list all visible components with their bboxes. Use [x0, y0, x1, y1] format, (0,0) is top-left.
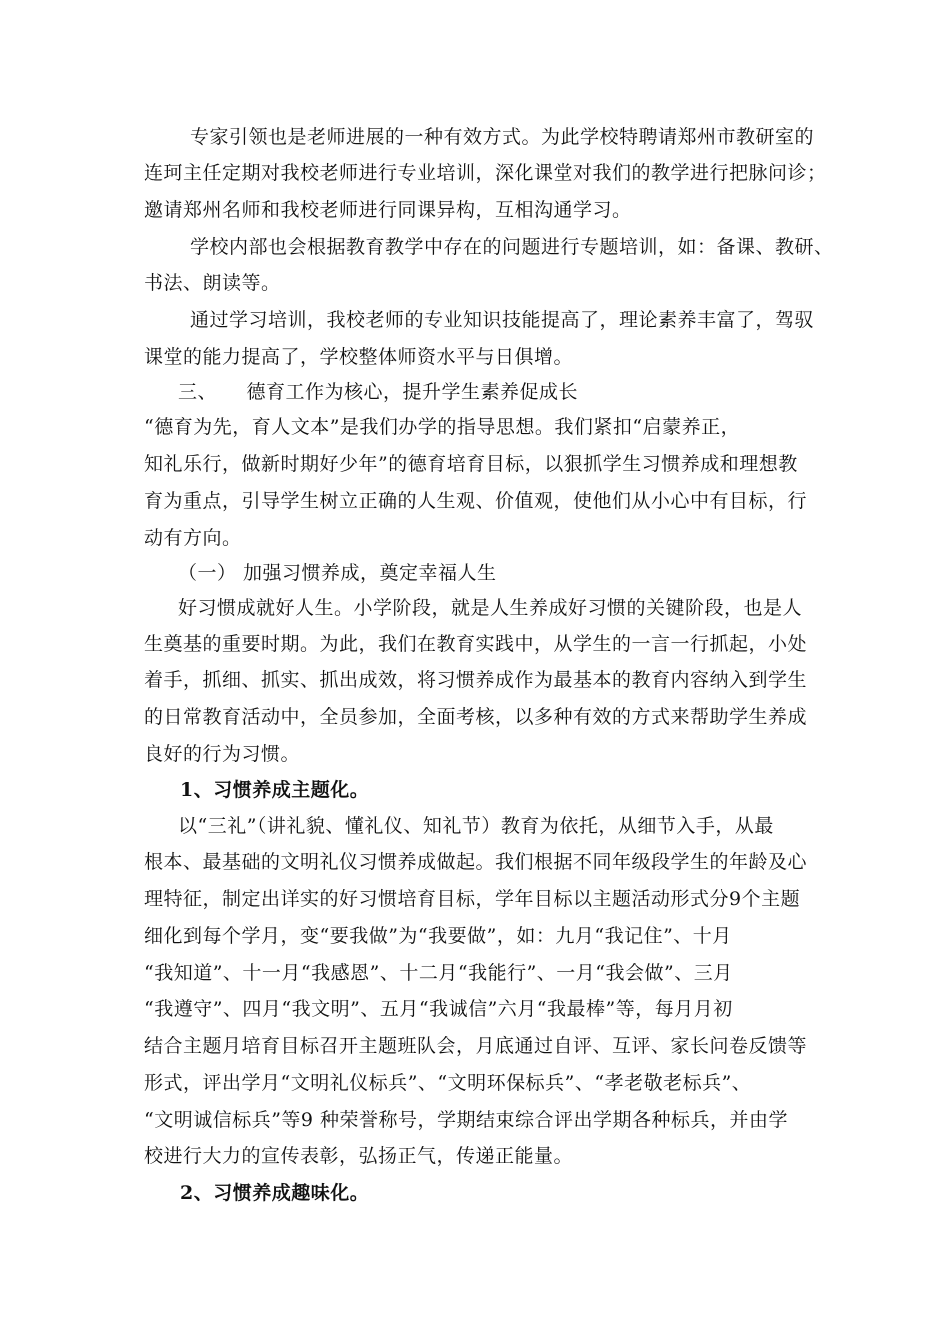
text-line: 理特征，制定出详实的好习惯培育目标，学年目标以主题活动形式分9个主题	[144, 888, 801, 910]
text-line: 的日常教育活动中，全员参加，全面考核，以多种有效的方式来帮助学生养成	[144, 706, 808, 728]
text-line: 动有方向。	[144, 527, 242, 549]
subsection-heading: （一） 加强习惯养成，奠定幸福人生	[178, 562, 497, 584]
item-heading: 2、习惯养成趣味化。	[180, 1182, 370, 1204]
text-line: “德育为先，育人文本”是我们办学的指导思想。我们紧扣“启蒙养正，	[144, 416, 741, 438]
text-line: 好习惯成就好人生。小学阶段，就是人生养成好习惯的关键阶段，也是人	[178, 597, 803, 619]
text-line: 专家引领也是老师进展的一种有效方式。为此学校特聘请郑州市教研室的	[190, 126, 815, 148]
text-line: 邀请郑州名师和我校老师进行同课异构，互相沟通学习。	[144, 199, 632, 221]
text-line: 以“三礼”（讲礼貌、懂礼仪、知礼节）教育为依托，从细节入手，从最	[178, 815, 774, 837]
text-line: 书法、朗读等。	[144, 272, 281, 294]
text-line: 根本、最基础的文明礼仪习惯养成做起。我们根据不同年级段学生的年龄及心	[144, 851, 808, 873]
text-line: 知礼乐行，做新时期好少年”的德育培育目标，以狠抓学生习惯养成和理想教	[144, 453, 798, 475]
text-line: 育为重点，引导学生树立正确的人生观、价值观，使他们从小心中有目标，行	[144, 490, 808, 512]
text-line: 着手，抓细、抓实、抓出成效，将习惯养成作为最基本的教育内容纳入到学生	[144, 669, 808, 691]
text-line: 良好的行为习惯。	[144, 743, 301, 765]
text-line: 通过学习培训，我校老师的专业知识技能提高了，理论素养丰富了，驾驭	[190, 309, 815, 331]
text-line: “我知道”、十一月“我感恩”、十二月“我能行”、一月“我会做”、三月	[144, 962, 733, 984]
text-line: “我遵守”、四月“我文明”、五月“我诚信”六月“我最棒”等，每月月初	[144, 998, 733, 1020]
text-line: 校进行大力的宣传表彰，弘扬正气，传递正能量。	[144, 1145, 574, 1167]
text-line: 形式，评出学月“文明礼仪标兵”、“文明环保标兵”、“孝老敬老标兵”、	[144, 1072, 752, 1094]
text-line: 生奠基的重要时期。为此，我们在教育实践中，从学生的一言一行抓起，小处	[144, 633, 808, 655]
item-heading: 1、习惯养成主题化。	[180, 779, 370, 801]
section-heading: 三、 德育工作为核心，提升学生素养促成长	[178, 381, 579, 403]
text-line: 课堂的能力提高了，学校整体师资水平与日俱增。	[144, 346, 574, 368]
text-line: “文明诚信标兵”等9 种荣誉称号，学期结束综合评出学期各种标兵，并由学	[144, 1109, 789, 1131]
text-line: 学校内部也会根据教育教学中存在的问题进行专题培训，如：备课、教研、	[190, 236, 834, 258]
text-line: 结合主题月培育目标召开主题班队会，月底通过自评、互评、家长问卷反馈等	[144, 1035, 808, 1057]
text-line: 细化到每个学月，变“要我做”为“我要做”，如：九月“我记住”、十月	[144, 925, 732, 947]
text-line: 连珂主任定期对我校老师进行专业培训，深化课堂对我们的教学进行把脉问诊；	[144, 162, 827, 184]
